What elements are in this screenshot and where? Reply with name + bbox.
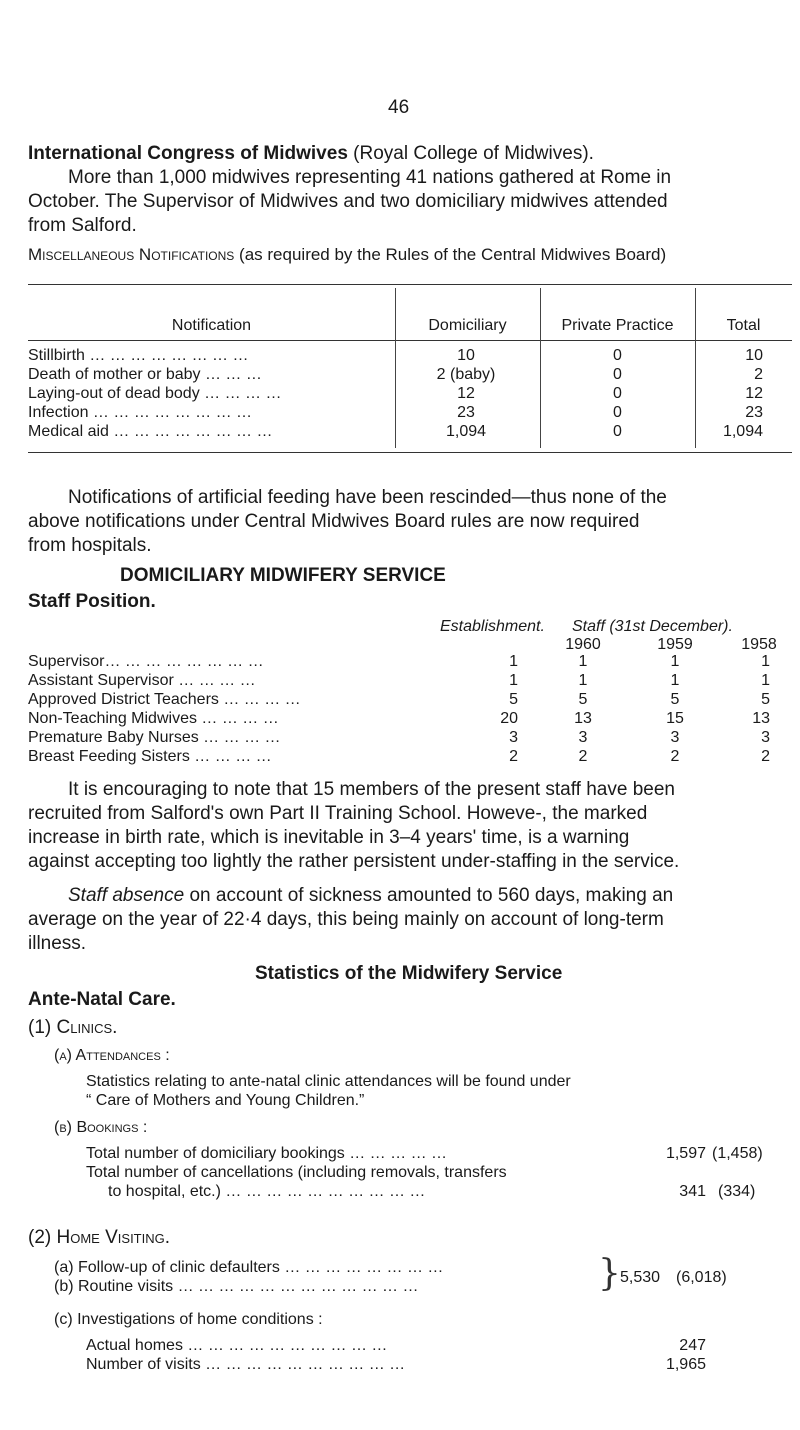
staff-row-1960: 1	[578, 653, 588, 670]
congress-subtitle: (Royal College of Midwives).	[353, 143, 594, 164]
bookings-row-prev: (1,458)	[712, 1145, 763, 1162]
staff-row-1960: 13	[574, 710, 592, 727]
misc-row-priv: 0	[613, 404, 622, 421]
congress-line-1: More than 1,000 midwives representing 41 nations gathered at Rome in	[68, 167, 672, 188]
staff-row-1958: 3	[761, 729, 770, 746]
bookings-row-label: Total number of domiciliary bookings … … … … …	[86, 1145, 448, 1162]
misc-header-total: Total	[726, 317, 761, 334]
bookings-row-label: Total number of cancellations (including removals, transfers	[86, 1164, 507, 1181]
staff-row-est: 1	[509, 653, 518, 670]
staff-row-1959: 5	[670, 691, 680, 708]
staff-row-1958: 13	[752, 710, 770, 727]
staff-row-1959: 3	[670, 729, 680, 746]
congress-title: International Congress of Midwives	[28, 143, 348, 164]
misc-heading: Miscellaneous Notifications	[28, 245, 235, 264]
staff-row-1958: 1	[761, 672, 770, 689]
artificial-line-3: from hospitals.	[28, 535, 152, 556]
home-visiting-c-row-label: Actual homes … … … … … … … … … …	[86, 1337, 388, 1354]
staff-row-label: Supervisor… … … … … … … …	[28, 653, 264, 670]
misc-row-total: 2	[754, 366, 763, 383]
staff-row-1960: 5	[578, 691, 588, 708]
staff-row-label: Approved District Teachers … … … …	[28, 691, 301, 708]
misc-row-total: 10	[745, 347, 763, 364]
staff-year-1959: 1959	[657, 636, 693, 653]
clinics-heading: (1) Clinics.	[28, 1017, 118, 1038]
congress-title-line	[28, 142, 594, 166]
home-visiting-c-row-value: 1,965	[665, 1356, 706, 1373]
absence-line-1	[68, 884, 673, 908]
misc-row-label: Laying-out of dead body … … … …	[28, 385, 282, 402]
artificial-line-1: Notifications of artificial feeding have been rescinded—thus none of the	[68, 487, 667, 508]
misc-header-domiciliary: Domiciliary	[428, 317, 507, 334]
staff-row-est: 3	[509, 729, 518, 746]
misc-row-dom: 23	[457, 404, 475, 421]
misc-row-label: Stillbirth … … … … … … … …	[28, 347, 249, 364]
misc-row-dom: 12	[457, 385, 475, 402]
staff-row-1959: 2	[670, 748, 680, 765]
absence-lead: Staff absence	[68, 885, 185, 906]
staff-row-est: 5	[509, 691, 518, 708]
antenatal-heading: Ante-Natal Care.	[28, 989, 176, 1010]
staff-row-1958: 2	[761, 748, 770, 765]
misc-row-priv: 0	[613, 366, 622, 383]
staff-row-1960: 3	[578, 729, 588, 746]
attendances-text-2: “ Care of Mothers and Young Children.”	[86, 1092, 365, 1109]
staff-row-est: 1	[509, 672, 518, 689]
misc-row-priv: 0	[613, 423, 622, 440]
staff-row-1959: 1	[670, 672, 680, 689]
misc-heading-rest: (as required by the Rules of the Central Midwives Board)	[239, 245, 667, 264]
bookings-row-value: 1,597	[665, 1145, 706, 1162]
home-visiting-b: (b) Routine visits … … … … … … … … … … … …	[54, 1278, 419, 1295]
bookings-row-label: to hospital, etc.) … … … … … … … … … …	[108, 1183, 426, 1200]
staff-row-est: 20	[500, 710, 518, 727]
misc-row-total: 23	[745, 404, 763, 421]
staff-col-establishment: Establishment.	[440, 618, 545, 635]
artificial-line-2: above notifications under Central Midwives Board rules are now required	[28, 511, 640, 532]
service-heading: DOMICILIARY MIDWIFERY SERVICE	[120, 565, 446, 586]
attendances-text-1: Statistics relating to ante-natal clinic attendances will be found under	[86, 1073, 571, 1090]
misc-row-priv: 0	[613, 385, 622, 402]
staff-row-1960: 1	[578, 672, 588, 689]
misc-row-dom: 10	[457, 347, 475, 364]
home-visiting-ab-value: 5,530	[620, 1269, 661, 1286]
staff-col-staff: Staff (31st December).	[572, 618, 733, 635]
staff-row-1958: 1	[761, 653, 770, 670]
home-visiting-brace: }	[598, 1253, 621, 1294]
congress-line-3: from Salford.	[28, 215, 137, 236]
staff-row-est: 2	[509, 748, 518, 765]
staff-row-1959: 1	[670, 653, 680, 670]
staff-row-label: Breast Feeding Sisters … … … …	[28, 748, 272, 765]
misc-header-private: Private Practice	[561, 317, 674, 334]
staff-year-1960: 1960	[565, 636, 601, 653]
absence-line-2: average on the year of 22·4 days, this being mainly on account of long-term	[28, 909, 664, 930]
stats-heading: Statistics of the Midwifery Service	[255, 963, 563, 984]
bookings-row-prev: (334)	[718, 1183, 756, 1200]
staff-year-1958: 1958	[741, 636, 777, 653]
staff-heading: Staff Position.	[28, 591, 156, 612]
home-visiting-a: (a) Follow-up of clinic defaulters … … … … … … … …	[54, 1259, 444, 1276]
congress-line-2: October. The Supervisor of Midwives and two domiciliary midwives attended	[28, 191, 668, 212]
absence-line-1-rest: on account of sickness amounted to 560 days, making an	[184, 885, 674, 906]
staff-row-1959: 15	[666, 710, 684, 727]
misc-row-label: Infection … … … … … … … …	[28, 404, 253, 421]
misc-row-total: 1,094	[722, 423, 763, 440]
encouraging-line-2: recruited from Salford's own Part II Training School. Howeve-, the marked	[28, 803, 648, 824]
staff-row-label: Non-Teaching Midwives … … … …	[28, 710, 279, 727]
attendances-heading: (a) Attendances :	[54, 1047, 170, 1064]
encouraging-line-4: against accepting too lightly the rather persistent under-staffing in the service.	[28, 851, 680, 872]
misc-row-label: Medical aid … … … … … … … …	[28, 423, 273, 440]
misc-row-label: Death of mother or baby … … …	[28, 366, 262, 383]
staff-row-label: Assistant Supervisor … … … …	[28, 672, 256, 689]
home-visiting-c: (c) Investigations of home conditions :	[54, 1311, 323, 1328]
home-visiting-heading: (2) Home Visiting.	[28, 1227, 171, 1248]
home-visiting-ab-prev: (6,018)	[676, 1269, 727, 1286]
bookings-heading: (b) Bookings :	[54, 1119, 148, 1136]
home-visiting-c-row-value: 247	[679, 1337, 706, 1354]
misc-heading-line	[28, 244, 666, 266]
staff-row-label: Premature Baby Nurses … … … …	[28, 729, 281, 746]
misc-header-notification: Notification	[171, 317, 252, 334]
encouraging-line-3: increase in birth rate, which is inevitable in 3–4 years' time, is a warning	[28, 827, 630, 848]
staff-row-1958: 5	[761, 691, 770, 708]
misc-row-total: 12	[745, 385, 763, 402]
home-visiting-c-row-label: Number of visits … … … … … … … … … …	[86, 1356, 406, 1373]
misc-row-priv: 0	[613, 347, 622, 364]
staff-row-1960: 2	[578, 748, 588, 765]
bookings-row-value: 341	[679, 1183, 706, 1200]
misc-row-dom: 1,094	[445, 423, 487, 440]
misc-row-dom: 2 (baby)	[436, 366, 496, 383]
absence-line-3: illness.	[28, 933, 87, 954]
page-number: 46	[388, 97, 410, 118]
encouraging-line-1: It is encouraging to note that 15 members of the present staff have been	[68, 779, 675, 800]
